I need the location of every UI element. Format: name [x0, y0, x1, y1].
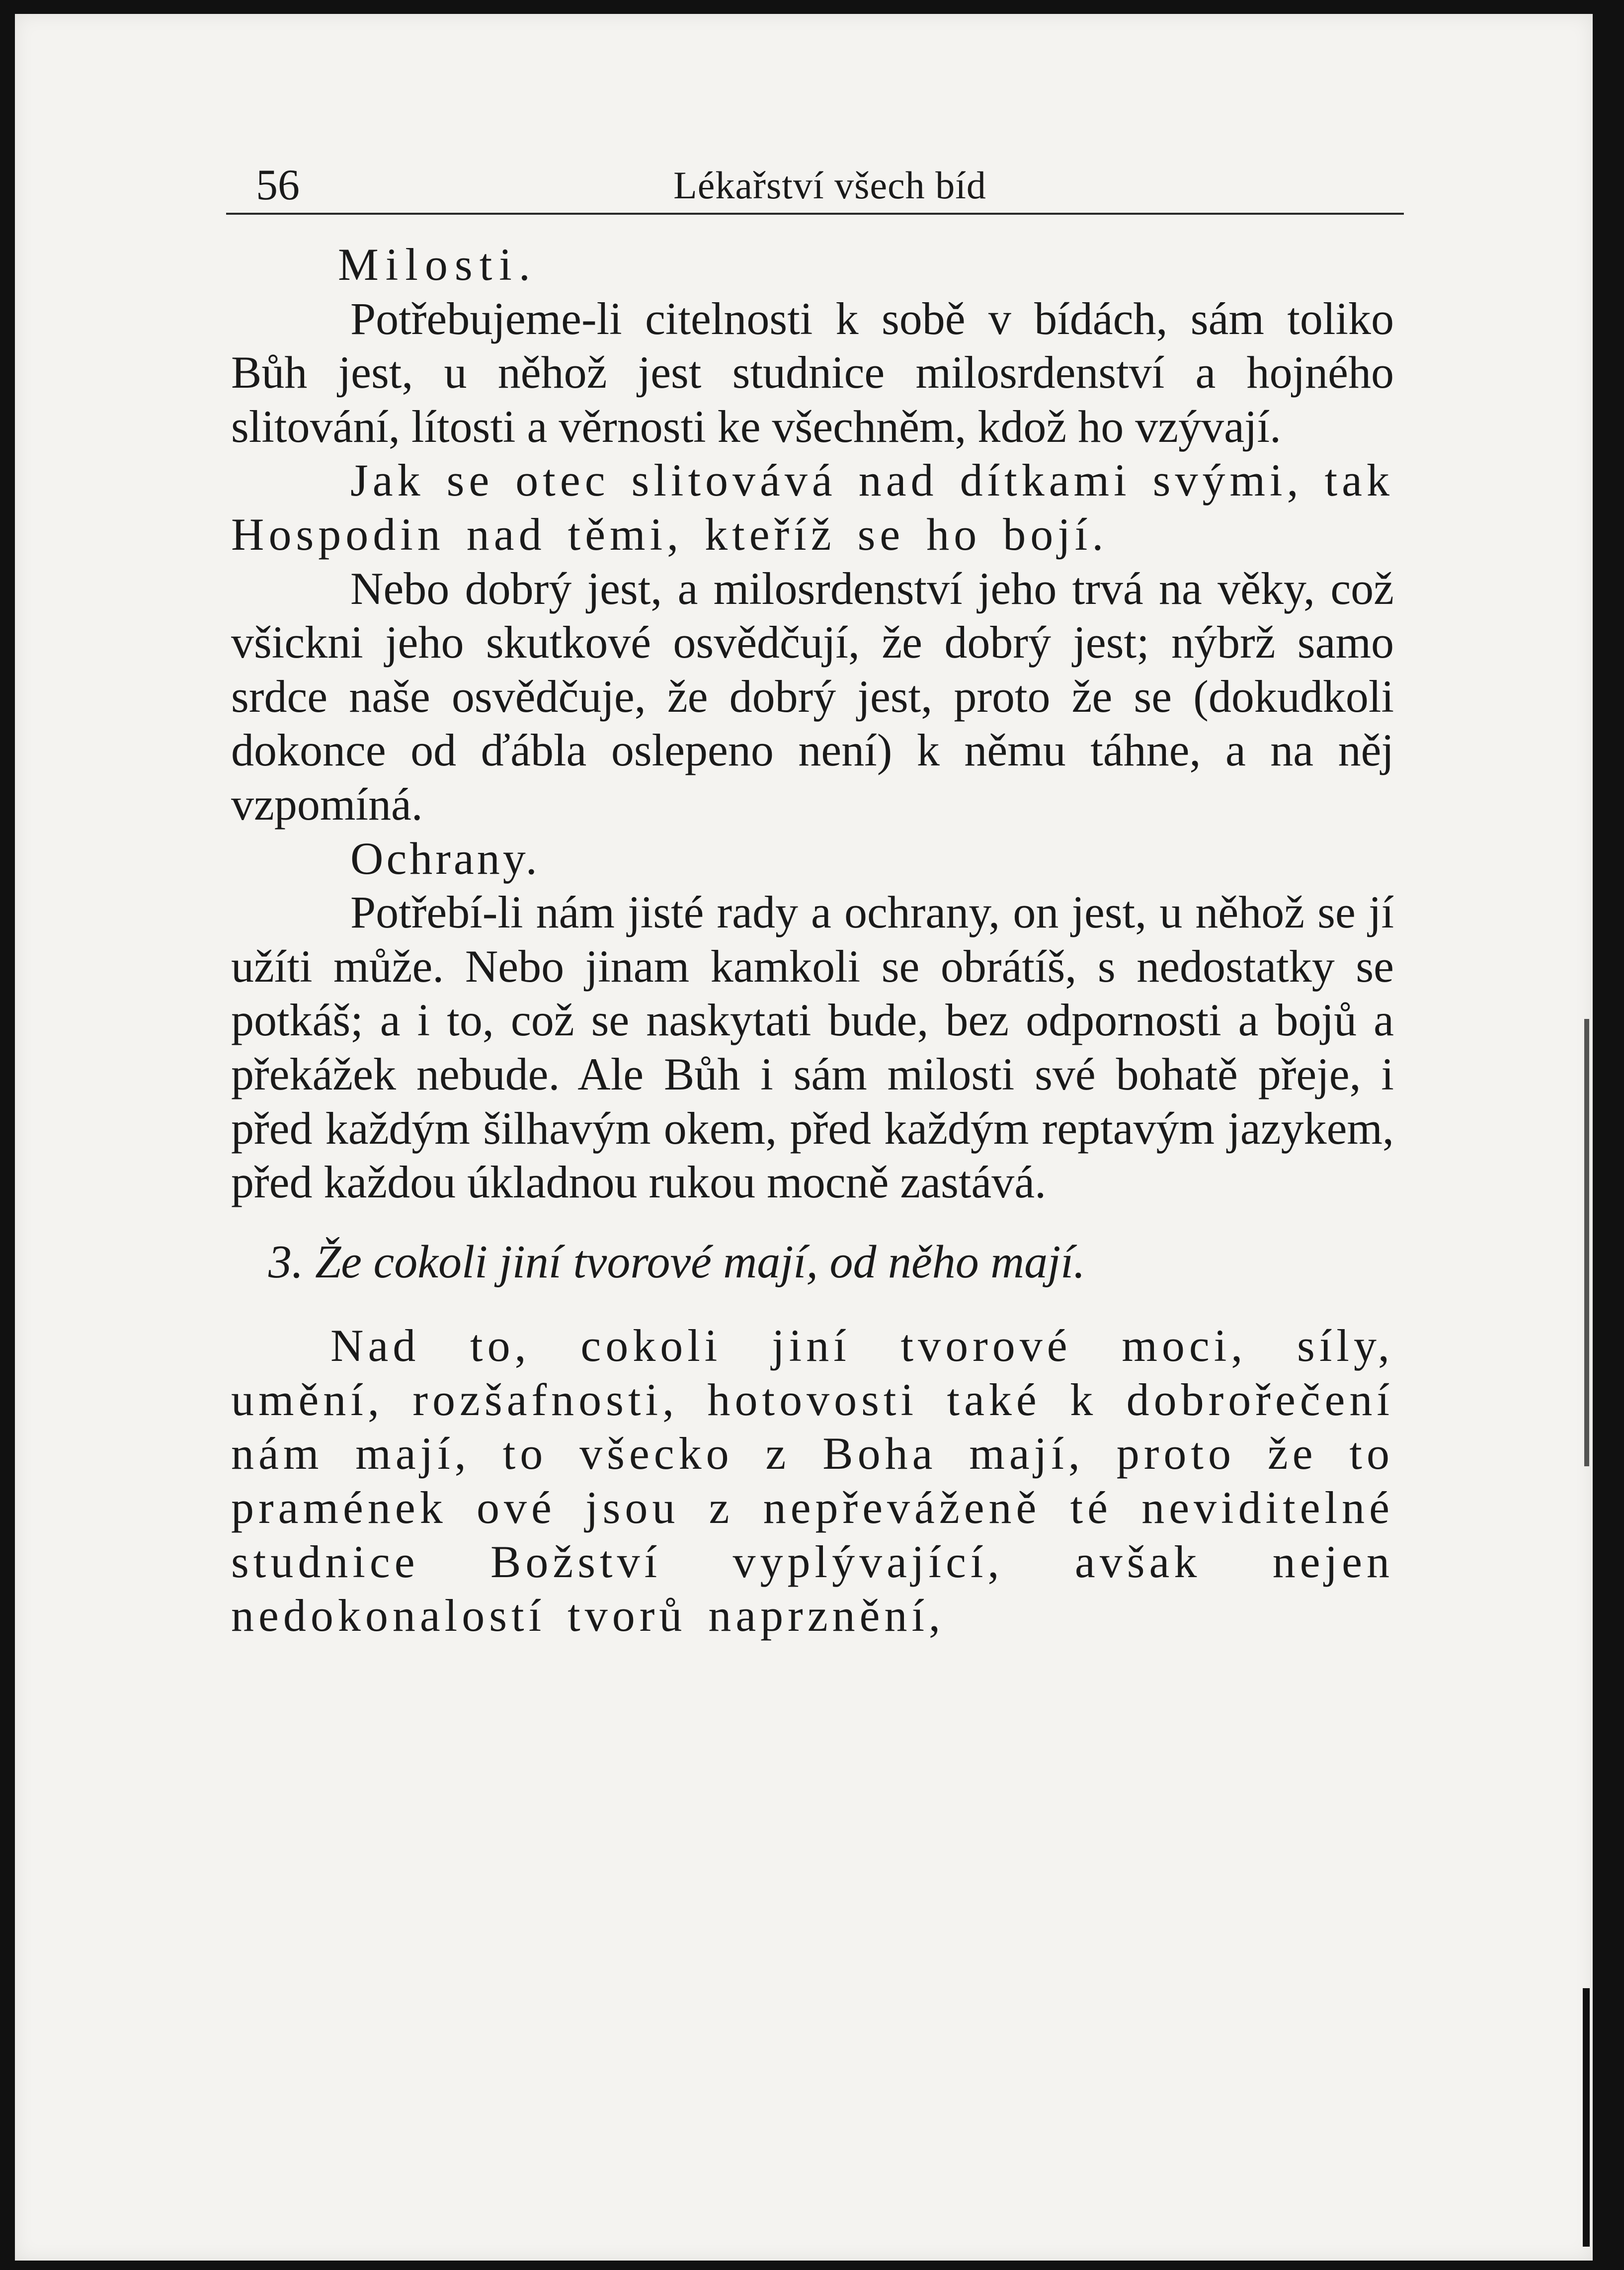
- section-heading: 3. Že cokoli jiní tvorové mají, od něho mají.: [268, 1236, 1085, 1288]
- page-edge-mark: [1583, 1988, 1590, 2247]
- body-text: [231, 238, 1394, 1643]
- closing-paragraph: Nad to, cokoli jiní tvorové moci, síly, umění, rozšafnosti, hotovosti také k dobrořečení nám mají, to všecko z Boha mají, proto že to pramének ové jsou z nepřeváženě té neviditelné studnice Božství vyplývající, avšak nejen nedokonalostí tvorů naprznění,: [231, 1320, 1394, 1641]
- header-rule: [226, 213, 1404, 215]
- paragraph-2: Jak se otec slitovává nad dítkami svými, tak Hospodin nad těmi, kteříž se ho bojí.: [231, 455, 1394, 560]
- page-edge-mark: [1584, 1019, 1589, 1466]
- paragraph-3: Nebo dobrý jest, a milosrdenství jeho trvá na věky, což všickni jeho skutkové osvědčují, že dobrý jest; nýbrž samo srdce naše osvědčuje, že dobrý jest, proto že se (dokudkoli dokonce od ďábla oslepeno není) k němu táhne, a na něj vzpomíná.: [231, 563, 1394, 830]
- subheading-ochrany: Ochrany.: [350, 833, 540, 884]
- paragraph-1: Potřebujeme-li citelnosti k sobě v bídách, sám toliko Bůh jest, u něhož jest studnice milosrdenství a hojného slitování, lítosti a věrnosti ke všechněm, kdož ho vzývají.: [231, 293, 1394, 452]
- running-title: Lékařství všech bíd: [673, 164, 986, 207]
- subheading-milosti: Milosti.: [338, 239, 537, 290]
- page-number: 56: [256, 161, 300, 209]
- paragraph-4: Potřebí-li nám jisté rady a ochrany, on jest, u něhož se jí užíti může. Nebo jinam kamkoli se obrátíš, s nedostatky se potkáš; a i to, což se naskytati bude, bez odpornosti a bojů a překážek nebude. Ale Bůh i sám milosti své bohatě přeje, i před každým šilhavým okem, před každým reptavým jazykem, před každou úkladnou rukou mocně zastává.: [231, 887, 1394, 1208]
